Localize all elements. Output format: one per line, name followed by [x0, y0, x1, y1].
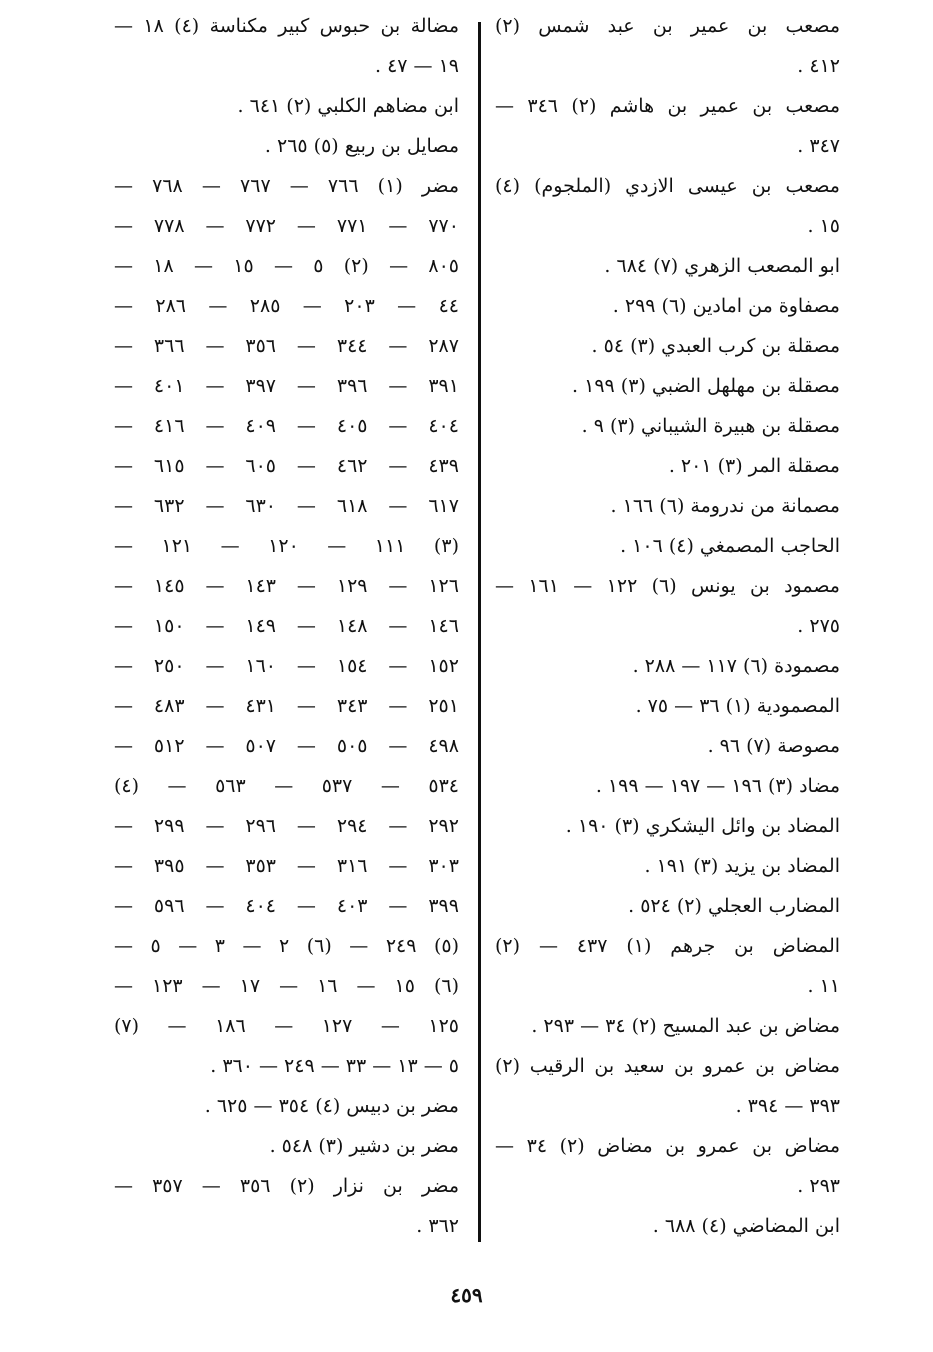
index-entry-line: ١٥٢ — ١٥٤ — ١٦٠ — ٢٥٠ —	[114, 655, 459, 677]
index-entry-line: مصمانة من ندرومة (٦) ١٦٦ .	[610, 495, 840, 517]
index-entry-line: (٦) ١٥ — ١٦ — ١٧ — ١٢٣ —	[114, 975, 459, 997]
index-entry-line: ٢٨٧ — ٣٤٤ — ٣٥٦ — ٣٦٦ —	[114, 335, 459, 357]
index-entry-line: ٣٩١ — ٣٩٦ — ٣٩٧ — ٤٠١ —	[114, 375, 459, 397]
index-entry-line: ٤٩٨ — ٥٠٥ — ٥٠٧ — ٥١٢ —	[114, 735, 459, 757]
index-entry-line: مضاض بن عبد المسيح (٢) ٣٤ — ٢٩٣ .	[531, 1015, 840, 1037]
index-entry-line: ٣٦٢ .	[416, 1215, 459, 1237]
index-entry-line: الحاجب المصمغي (٤) ١٠٦ .	[620, 535, 840, 557]
index-entry-line: ٢٩٢ — ٢٩٤ — ٢٩٦ — ٢٩٩ —	[114, 815, 459, 837]
index-entry-line: مصفاوة من امادين (٦) ٢٩٩ .	[612, 295, 840, 317]
index-entry-line: ٤٠٤ — ٤٠٥ — ٤٠٩ — ٤١٦ —	[114, 415, 459, 437]
index-entry-line: المضاض بن جرهم (١) ٤٣٧ — (٢)	[495, 935, 840, 957]
index-entry-line: ١٢٦ — ١٢٩ — ١٤٣ — ١٤٥ —	[114, 575, 459, 597]
index-entry-line: ٧٧٠ — ٧٧١ — ٧٧٢ — ٧٧٨ —	[114, 215, 459, 237]
index-entry-line: مضالة بن حبوس كبير مكناسة (٤) ١٨ —	[114, 15, 459, 37]
index-entry-line: ٤٣٩ — ٤٦٢ — ٦٠٥ — ٦١٥ —	[114, 455, 459, 477]
index-entry-line: ابو المصعب الزهري (٧) ٦٨٤ .	[604, 255, 840, 277]
page-number: ٤٥٩	[450, 1283, 483, 1307]
index-entry-line: مصقلة بن هبيرة الشيباني (٣) ٩ .	[581, 415, 840, 437]
right-index-column	[495, 0, 840, 1246]
index-entry-line: ٤٤ — ٢٠٣ — ٢٨٥ — ٢٨٦ —	[114, 295, 459, 317]
index-entry-line: مصقلة المر (٣) ٢٠١ .	[668, 455, 840, 477]
index-entry-line: المضاد بن يزيد (٣) ١٩١ .	[644, 855, 840, 877]
index-entry-line: مصعب بن عيسى الازدي (الملجوم) (٤)	[495, 175, 840, 197]
index-entry-line: ٦١٧ — ٦١٨ — ٦٣٠ — ٦٣٢ —	[114, 495, 459, 517]
index-entry-line: ١١ .	[807, 975, 840, 997]
index-entry-line: ٢٥١ — ٣٤٣ — ٤٣١ — ٤٨٣ —	[114, 695, 459, 717]
index-entry-line: مصايل بن ربيع (٥) ٢٦٥ .	[264, 135, 459, 157]
index-entry-line: مصعب بن عمير بن هاشم (٢) ٣٤٦ —	[495, 95, 840, 117]
index-entry-line: مصمودة (٦) ١١٧ — ٢٨٨ .	[632, 655, 840, 677]
index-entry-line: مضر بن دبيس (٤) ٣٥٤ — ٦٢٥ .	[204, 1095, 459, 1117]
index-entry-line: ٢٩٣ .	[797, 1175, 840, 1197]
index-entry-line: ٣٠٣ — ٣١٦ — ٣٥٣ — ٣٩٥ —	[114, 855, 459, 877]
index-entry-line: (٣) ١١١ — ١٢٠ — ١٢١ —	[114, 535, 459, 557]
index-entry-line: ٢٧٥ .	[797, 615, 840, 637]
index-entry-line: المضارب العجلي (٢) ٥٢٤ .	[628, 895, 840, 917]
index-entry-line: ١٤٦ — ١٤٨ — ١٤٩ — ١٥٠ —	[114, 615, 459, 637]
index-entry-line: ابن مضاهم الكلبي (٢) ٦٤١ .	[237, 95, 459, 117]
index-entry-line: ٥ — ١٣ — ٣٣ — ٢٤٩ — ٣٦٠ .	[210, 1055, 459, 1077]
index-entry-line: ١٥ .	[807, 215, 840, 237]
index-entry-line: مضر (١) ٧٦٦ — ٧٦٧ — ٧٦٨ —	[114, 175, 459, 197]
index-entry-line: ٣٩٣ — ٣٩٤ .	[735, 1095, 840, 1117]
index-entry-line: مصقلة بن مهلهل الضبي (٣) ١٩٩ .	[572, 375, 840, 397]
index-entry-line: مصعب بن عمير بن عبد شمس (٢)	[495, 15, 840, 37]
index-entry-line: ٥٣٤ — ٥٣٧ — ٥٦٣ — (٤)	[114, 775, 459, 797]
index-entry-line: ٤١٢ .	[797, 55, 840, 77]
index-entry-line: مصوصة (٧) ٩٦ .	[707, 735, 840, 757]
index-entry-line: المضاد بن وائل اليشكري (٣) ١٩٠ .	[565, 815, 840, 837]
index-entry-line: مصقلة بن كرب العبدي (٣) ٥٤ .	[591, 335, 840, 357]
index-entry-line: مضر بن نزار (٢) ٣٥٦ — ٣٥٧ —	[114, 1175, 459, 1197]
index-entry-line: ٨٠٥ — (٢) ٥ — ١٥ — ١٨ —	[114, 255, 459, 277]
index-entry-line: مضاض بن عمرو بن سعيد بن الرقيب (٢)	[495, 1055, 840, 1077]
index-entry-line: ٣٤٧ .	[797, 135, 840, 157]
index-entry-line: ابن المضاضي (٤) ٦٨٨ .	[652, 1215, 840, 1237]
index-entry-line: مضاد (٣) ١٩٦ — ١٩٧ — ١٩٩ .	[595, 775, 840, 797]
index-entry-line: مصمود بن يونس (٦) ١٢٢ — ١٦١ —	[495, 575, 840, 597]
column-divider	[478, 22, 481, 1242]
index-entry-line: ٣٩٩ — ٤٠٣ — ٤٠٤ — ٥٩٦ —	[114, 895, 459, 917]
left-index-column	[114, 0, 459, 1246]
index-entry-line: مضر بن دشير (٣) ٥٤٨ .	[269, 1135, 459, 1157]
index-entry-line: المصمودية (١) ٣٦ — ٧٥ .	[635, 695, 840, 717]
index-entry-line: ١٢٥ — ١٢٧ — ١٨٦ — (٧)	[114, 1015, 459, 1037]
index-entry-line: مضاض بن عمرو بن مضاض (٢) ٣٤ —	[495, 1135, 840, 1157]
index-entry-line: ١٩ — ٤٧ .	[374, 55, 459, 77]
index-entry-line: (٥) ٢٤٩ — (٦) ٢ — ٣ — ٥ —	[114, 935, 459, 957]
